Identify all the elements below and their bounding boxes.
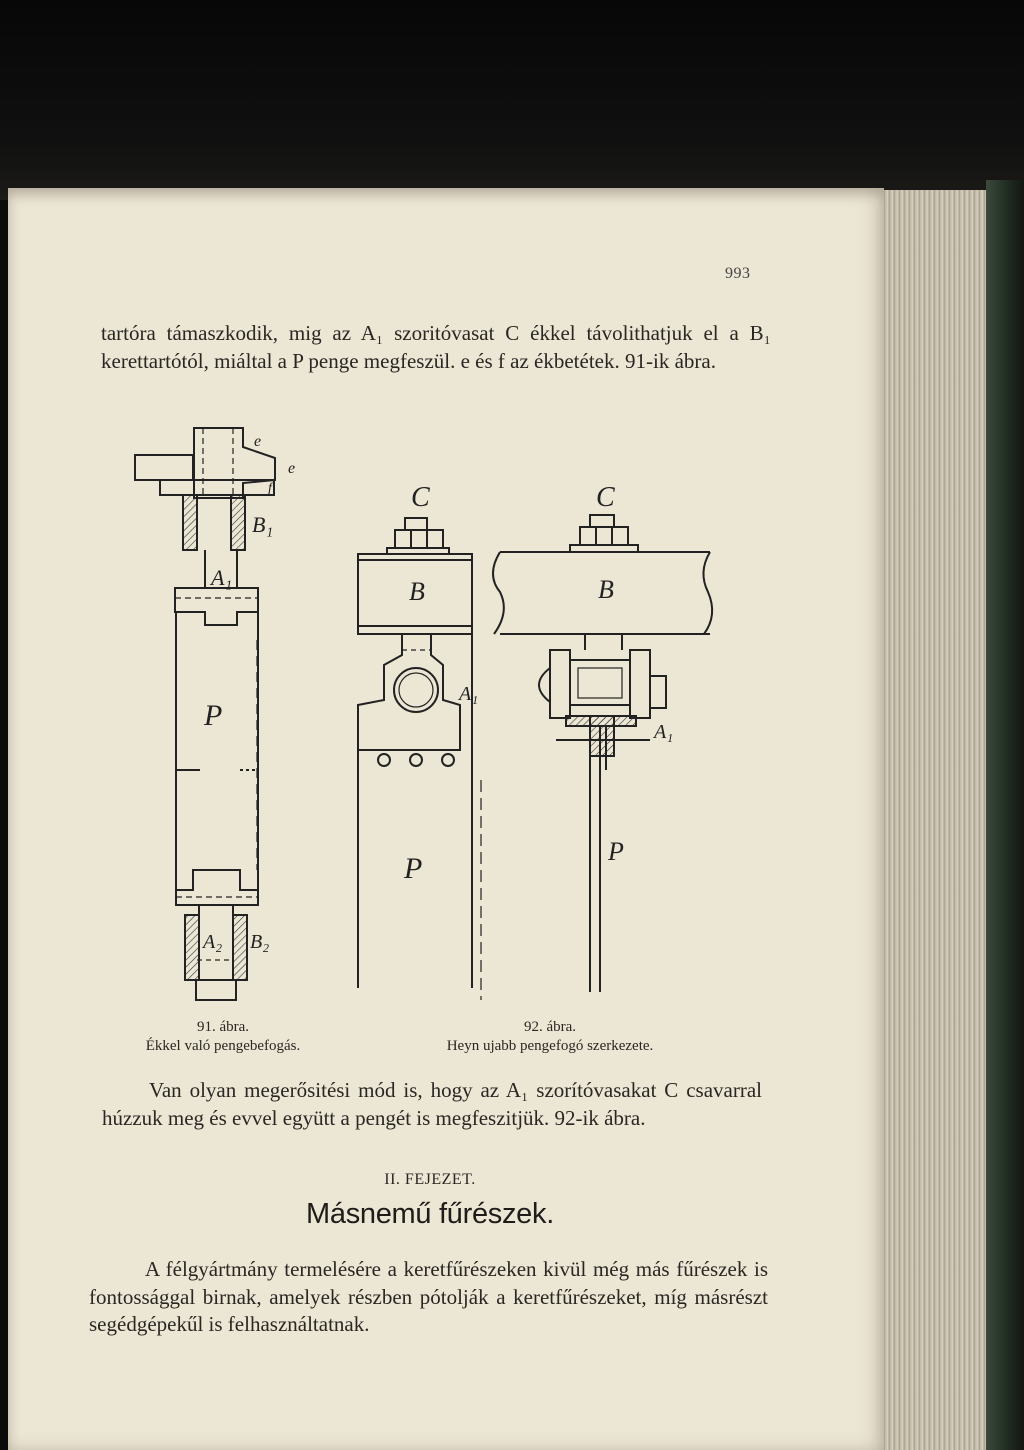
fig91-label-a2: A₂ <box>203 931 223 953</box>
figure-91-title: Ékkel való pengebefogás. <box>145 1038 301 1054</box>
fig92-label-b-right: B <box>598 575 614 604</box>
fig92-label-c-right: C <box>596 482 615 513</box>
figure-92-number: 92. ábra. <box>523 1019 577 1035</box>
fig91-label-p: P <box>204 699 223 732</box>
chapter-title: Másnemű fűrészek. <box>306 1198 554 1230</box>
fig91-label-e-top: e <box>254 433 262 450</box>
fig91-label-b1: B₁ <box>252 512 274 537</box>
intro-paragraph: tartóra támaszkodik, mig az A₁ szoritóvasat C ékkel távolithatjuk el a B₁ kerettartótól, miáltal a P penge megfeszül. e és f az ékbetétek. 91-ik ábra. <box>101 321 771 373</box>
fig91-label-a1: A₁ <box>211 565 233 590</box>
figure-92-right-labels <box>596 482 673 866</box>
fig92-label-c-left: C <box>411 482 430 513</box>
second-paragraph: Van olyan megerősitési mód is, hogy az A₁ szorítóvasakat C csavarral húzzuk meg és evvel együtt a pengét is megfeszitjük. 92-ik ábra. <box>102 1078 762 1130</box>
figure-92-title: Heyn ujabb pengefogó szerkezete. <box>446 1038 654 1054</box>
fig91-label-f: f <box>268 481 272 496</box>
fig92-label-p-left: P <box>404 852 423 885</box>
figure-91-labels <box>201 433 295 953</box>
figure-91-caption <box>108 1018 338 1056</box>
figure-92-caption <box>400 1018 700 1056</box>
figure-91-number: 91. ábra. <box>196 1019 250 1035</box>
fig92-label-b-left: B <box>409 577 425 606</box>
fig91-label-b2: B₂ <box>250 931 270 953</box>
fig92-label-a1-right: A₁ <box>654 721 674 743</box>
page-number: 993 <box>725 265 751 282</box>
chapter-label: II. FEJEZET. <box>384 1171 476 1188</box>
figure-92-left-labels <box>403 482 478 885</box>
fig91-label-e-side: e <box>288 460 296 477</box>
third-paragraph: A félgyártmány termelésére a keretfűrészeken kivül még más fűrészek is fontossággal birnak, amelyek részben pótolják a keretfűrészeket, míg másrészt segédgépekűl is felhasználtatnak. <box>89 1257 768 1336</box>
fig92-label-a1-left: A₁ <box>459 683 479 705</box>
fig92-label-p-right: P <box>608 837 624 866</box>
